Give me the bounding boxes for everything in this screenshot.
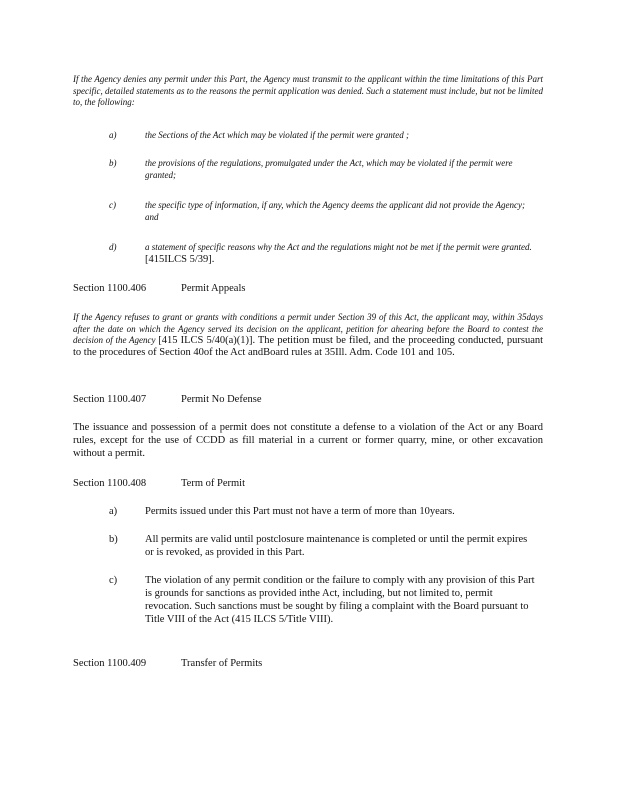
list-label: d) (109, 242, 117, 252)
list-text: the specific type of information, if any, which the Agency deems the applicant did not provide the Agency; and (145, 200, 525, 222)
list-label: b) (109, 534, 118, 545)
list-text: the provisions of the regulations, promulgated under the Act, which may be violated if the permit were granted; (145, 158, 513, 180)
list-label: c) (109, 200, 116, 210)
section-title: Permit No Defense (181, 394, 262, 405)
intro-paragraph (73, 74, 543, 109)
section-title: Permit Appeals (181, 283, 246, 294)
list-label: a) (109, 506, 118, 517)
statute-citation: [415 ILCS 5/40(a)(1)]. (158, 335, 256, 346)
sec407-text: The issuance and possession of a permit does not constitute a defense to a violation of the Act or any Board rules, except for the use of CCDD as fill material in a current or former quarry, mine, or other excavation without a permit. (73, 422, 543, 459)
section-number: Section 1100.407 (73, 394, 147, 405)
list-text: All permits are valid until postclosure maintenance is completed or until the permit expires or is revoked, as provided in this Part. (145, 534, 528, 558)
section-title: Transfer of Permits (181, 658, 263, 669)
list-text: The violation of any permit condition or the failure to comply with any provision of this Part is grounds for sanctions as provided inthe Act, including, but not limited to, permit revocation. Such sanctions must be sought by filing a complaint with the Board pursuant to Title VIII of the Act (415 ILCS 5/Title VIII). (145, 575, 535, 625)
section-number: Section 1100.406 (73, 283, 147, 294)
intro-text: If the Agency denies any permit under this Part, the Agency must transmit to the applicant within the time limitations of this Part specific, detailed statements as to the reasons the permit application was denied. Such a statement must include, but not be limited to, the following: (73, 74, 543, 107)
sec406-text: The petition must be filed, and the proceeding conducted, pursuant to the procedures of Section 40of the Act andBoard rules at 35Ill. Adm. Code 101 and 105. (73, 335, 544, 358)
sec407-paragraph (73, 421, 543, 460)
section-number: Section 1100.409 (73, 658, 147, 669)
section-title: Term of Permit (181, 478, 245, 489)
section-number: Section 1100.408 (73, 478, 147, 489)
list-text: the Sections of the Act which may be violated if the permit were granted ; (145, 130, 409, 140)
list-text-with-citation (145, 242, 537, 265)
list-text: Permits issued under this Part must not have a term of more than 10years. (145, 506, 455, 517)
list-label: a) (109, 130, 117, 140)
list-label: c) (109, 575, 118, 586)
list-text: a statement of specific reasons why the Act and the regulations might not be met if the permit were granted. (145, 242, 532, 252)
list-label: b) (109, 158, 117, 168)
sec406-paragraph (73, 312, 543, 358)
statute-citation: [415ILCS 5/39]. (145, 253, 215, 265)
sec406-italic-text: If the Agency refuses to grant or grants with conditions a permit under Section 39 of this Act, the applicant may, within 35days after the date on which the Agency served its decision on the applicant, petition for ahearing before the Board to contest the decision of the Agency (73, 312, 543, 345)
